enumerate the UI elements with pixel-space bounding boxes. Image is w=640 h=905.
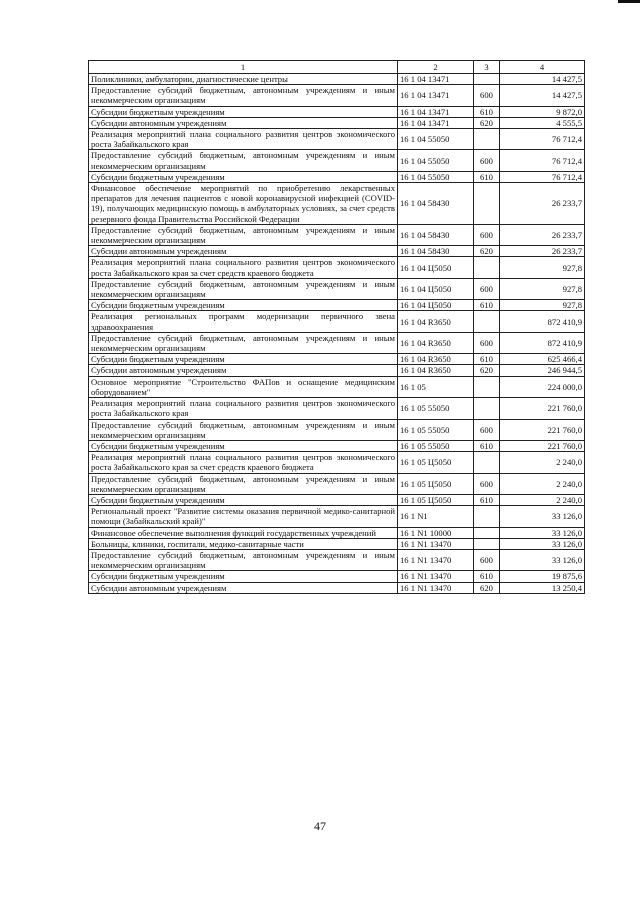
- row-code-cell: 16 1 N1 10000: [398, 527, 474, 538]
- table-row: [89, 332, 585, 353]
- row-name-cell: Субсидии бюджетным учреждениям: [89, 300, 398, 311]
- row-name-cell: Субсидии автономным учреждениям: [89, 582, 398, 593]
- table-row: [89, 85, 585, 106]
- row-code-cell: 16 1 04 58430: [398, 246, 474, 257]
- row-code-cell: 16 1 N1 13470: [398, 571, 474, 582]
- row-code-cell: 16 1 04 R3650: [398, 332, 474, 353]
- row-vr-cell: [474, 183, 500, 225]
- row-name-cell: Предоставление субсидий бюджетным, автономным учреждениям и иным некоммерческим организациям: [89, 150, 398, 171]
- row-vr-cell: [474, 538, 500, 549]
- row-amount-cell: 33 126,0: [500, 506, 585, 527]
- row-amount-cell: 33 126,0: [500, 527, 585, 538]
- table-row: [89, 183, 585, 225]
- page-number: 47: [314, 819, 326, 833]
- row-code-cell: 16 1 N1 13470: [398, 538, 474, 549]
- row-name-cell: Реализация мероприятий плана социального развития центров экономического роста Забайкальского края за счет средств краевого бюджета: [89, 452, 398, 473]
- row-name-cell: Финансовое обеспечение мероприятий по приобретению лекарственных препаратов для лечения пациентов с новой коронавирусной инфекцией (COVID-19), получающих медицинскую помощь в амбулаторных условиях, за счет средств резервного фонда Правительства Российской Федерации: [89, 183, 398, 225]
- row-name-cell: Предоставление субсидий бюджетным, автономным учреждениям и иным некоммерческим организациям: [89, 549, 398, 570]
- row-amount-cell: 246 944,5: [500, 365, 585, 376]
- row-amount-cell: 76 712,4: [500, 171, 585, 182]
- row-amount-cell: 26 233,7: [500, 224, 585, 245]
- row-vr-cell: [474, 376, 500, 397]
- row-vr-cell: 600: [474, 150, 500, 171]
- table-row: [89, 376, 585, 397]
- row-amount-cell: 872 410,9: [500, 332, 585, 353]
- row-code-cell: 16 1 04 Ц5050: [398, 300, 474, 311]
- row-code-cell: 16 1 04 R3650: [398, 354, 474, 365]
- row-code-cell: 16 1 04 13471: [398, 117, 474, 128]
- row-vr-cell: [474, 398, 500, 419]
- row-code-cell: 16 1 04 R3650: [398, 311, 474, 332]
- row-vr-cell: 600: [474, 419, 500, 440]
- row-code-cell: 16 1 N1 13470: [398, 582, 474, 593]
- row-amount-cell: 2 240,0: [500, 494, 585, 505]
- row-amount-cell: 221 760,0: [500, 440, 585, 451]
- row-amount-cell: 13 250,4: [500, 582, 585, 593]
- table-row: [89, 473, 585, 494]
- row-name-cell: Субсидии бюджетным учреждениям: [89, 494, 398, 505]
- row-amount-cell: 14 427,5: [500, 74, 585, 85]
- row-vr-cell: 600: [474, 473, 500, 494]
- row-amount-cell: 33 126,0: [500, 538, 585, 549]
- row-amount-cell: 9 872,0: [500, 106, 585, 117]
- row-amount-cell: 2 240,0: [500, 473, 585, 494]
- row-code-cell: 16 1 04 R3650: [398, 365, 474, 376]
- row-vr-cell: 610: [474, 106, 500, 117]
- row-code-cell: 16 1 04 13471: [398, 106, 474, 117]
- row-code-cell: 16 1 04 13471: [398, 85, 474, 106]
- budget-table: [88, 60, 585, 594]
- table-header-row: [89, 61, 585, 74]
- header-col-2: 2: [398, 61, 474, 74]
- row-name-cell: Субсидии бюджетным учреждениям: [89, 106, 398, 117]
- row-name-cell: Больницы, клиники, госпитали, медико-санитарные части: [89, 538, 398, 549]
- row-amount-cell: 26 233,7: [500, 246, 585, 257]
- row-vr-cell: 600: [474, 224, 500, 245]
- row-code-cell: 16 1 04 Ц5050: [398, 257, 474, 278]
- row-vr-cell: 600: [474, 278, 500, 299]
- row-code-cell: 16 1 05 Ц5050: [398, 494, 474, 505]
- table-row: [89, 300, 585, 311]
- header-col-4: 4: [500, 61, 585, 74]
- row-vr-cell: 610: [474, 300, 500, 311]
- table-row: [89, 74, 585, 85]
- row-vr-cell: 610: [474, 171, 500, 182]
- row-vr-cell: 620: [474, 582, 500, 593]
- table-row: [89, 582, 585, 593]
- row-amount-cell: 76 712,4: [500, 150, 585, 171]
- row-name-cell: Субсидии бюджетным учреждениям: [89, 354, 398, 365]
- row-amount-cell: 76 712,4: [500, 129, 585, 150]
- table-row: [89, 538, 585, 549]
- row-code-cell: 16 1 05 55050: [398, 440, 474, 451]
- table-row: [89, 224, 585, 245]
- table-row: [89, 354, 585, 365]
- table-row: [89, 106, 585, 117]
- row-name-cell: Финансовое обеспечение выполнения функций государственных учреждений: [89, 527, 398, 538]
- row-vr-cell: [474, 506, 500, 527]
- row-amount-cell: 927,8: [500, 278, 585, 299]
- row-vr-cell: 620: [474, 365, 500, 376]
- row-code-cell: 16 1 04 Ц5050: [398, 278, 474, 299]
- table-row: [89, 527, 585, 538]
- row-amount-cell: 221 760,0: [500, 419, 585, 440]
- row-name-cell: Предоставление субсидий бюджетным, автономным учреждениям и иным некоммерческим организациям: [89, 85, 398, 106]
- table-row: [89, 278, 585, 299]
- row-amount-cell: 4 555,5: [500, 117, 585, 128]
- row-code-cell: 16 1 N1: [398, 506, 474, 527]
- row-code-cell: 16 1 04 58430: [398, 183, 474, 225]
- table-row: [89, 246, 585, 257]
- row-vr-cell: 620: [474, 117, 500, 128]
- row-vr-cell: 600: [474, 549, 500, 570]
- row-code-cell: 16 1 05 Ц5050: [398, 452, 474, 473]
- header-col-1: 1: [89, 61, 398, 74]
- row-name-cell: Субсидии автономным учреждениям: [89, 117, 398, 128]
- row-code-cell: 16 1 05 55050: [398, 419, 474, 440]
- row-amount-cell: 19 875,6: [500, 571, 585, 582]
- row-vr-cell: [474, 527, 500, 538]
- table-row: [89, 440, 585, 451]
- row-vr-cell: 610: [474, 494, 500, 505]
- table-row: [89, 365, 585, 376]
- row-amount-cell: 26 233,7: [500, 183, 585, 225]
- row-amount-cell: 927,8: [500, 300, 585, 311]
- row-vr-cell: 620: [474, 246, 500, 257]
- table-row: [89, 311, 585, 332]
- row-vr-cell: [474, 74, 500, 85]
- table-row: [89, 506, 585, 527]
- row-name-cell: Субсидии бюджетным учреждениям: [89, 171, 398, 182]
- row-name-cell: Субсидии бюджетным учреждениям: [89, 571, 398, 582]
- row-name-cell: Предоставление субсидий бюджетным, автономным учреждениям и иным некоммерческим организациям: [89, 278, 398, 299]
- row-vr-cell: 600: [474, 332, 500, 353]
- row-name-cell: Субсидии автономным учреждениям: [89, 246, 398, 257]
- row-name-cell: Основное мероприятие "Строительство ФАПов и оснащение медицинским оборудованием": [89, 376, 398, 397]
- row-vr-cell: [474, 257, 500, 278]
- table-row: [89, 452, 585, 473]
- table-row: [89, 571, 585, 582]
- row-code-cell: 16 1 04 55050: [398, 171, 474, 182]
- header-col-3: 3: [474, 61, 500, 74]
- row-vr-cell: [474, 452, 500, 473]
- row-code-cell: 16 1 05 55050: [398, 398, 474, 419]
- row-vr-cell: 600: [474, 85, 500, 106]
- row-amount-cell: 14 427,5: [500, 85, 585, 106]
- row-name-cell: Предоставление субсидий бюджетным, автономным учреждениям и иным некоммерческим организациям: [89, 419, 398, 440]
- row-amount-cell: 224 000,0: [500, 376, 585, 397]
- row-vr-cell: 610: [474, 354, 500, 365]
- table-row: [89, 117, 585, 128]
- table-row: [89, 549, 585, 570]
- table-row: [89, 150, 585, 171]
- row-code-cell: 16 1 N1 13470: [398, 549, 474, 570]
- table-row: [89, 257, 585, 278]
- row-amount-cell: 221 760,0: [500, 398, 585, 419]
- row-name-cell: Предоставление субсидий бюджетным, автономным учреждениям и иным некоммерческим организациям: [89, 224, 398, 245]
- scan-corner-mark: [618, 0, 640, 3]
- row-code-cell: 16 1 04 55050: [398, 150, 474, 171]
- table-row: [89, 494, 585, 505]
- row-name-cell: Субсидии автономным учреждениям: [89, 365, 398, 376]
- row-amount-cell: 927,8: [500, 257, 585, 278]
- row-vr-cell: [474, 311, 500, 332]
- row-code-cell: 16 1 05: [398, 376, 474, 397]
- row-amount-cell: 872 410,9: [500, 311, 585, 332]
- table-row: [89, 398, 585, 419]
- row-name-cell: Региональный проект "Развитие системы оказания первичной медико-санитарной помощи (Забайкальский край)": [89, 506, 398, 527]
- row-amount-cell: 625 466,4: [500, 354, 585, 365]
- row-vr-cell: 610: [474, 440, 500, 451]
- row-name-cell: Поликлиники, амбулатории, диагностические центры: [89, 74, 398, 85]
- row-code-cell: 16 1 04 55050: [398, 129, 474, 150]
- row-name-cell: Субсидии бюджетным учреждениям: [89, 440, 398, 451]
- table-row: [89, 129, 585, 150]
- row-vr-cell: 610: [474, 571, 500, 582]
- row-vr-cell: [474, 129, 500, 150]
- table-row: [89, 419, 585, 440]
- row-code-cell: 16 1 05 Ц5050: [398, 473, 474, 494]
- row-code-cell: 16 1 04 13471: [398, 74, 474, 85]
- row-amount-cell: 2 240,0: [500, 452, 585, 473]
- row-name-cell: Реализация мероприятий плана социального развития центров экономического роста Забайкальского края за счет средств краевого бюджета: [89, 257, 398, 278]
- row-amount-cell: 33 126,0: [500, 549, 585, 570]
- row-name-cell: Реализация мероприятий плана социального развития центров экономического роста Забайкальского края: [89, 398, 398, 419]
- table-row: [89, 171, 585, 182]
- row-name-cell: Реализация региональных программ модернизации первичного звена здравоохранения: [89, 311, 398, 332]
- row-name-cell: Предоставление субсидий бюджетным, автономным учреждениям и иным некоммерческим организациям: [89, 473, 398, 494]
- row-name-cell: Предоставление субсидий бюджетным, автономным учреждениям и иным некоммерческим организациям: [89, 332, 398, 353]
- row-code-cell: 16 1 04 58430: [398, 224, 474, 245]
- row-name-cell: Реализация мероприятий плана социального развития центров экономического роста Забайкальского края: [89, 129, 398, 150]
